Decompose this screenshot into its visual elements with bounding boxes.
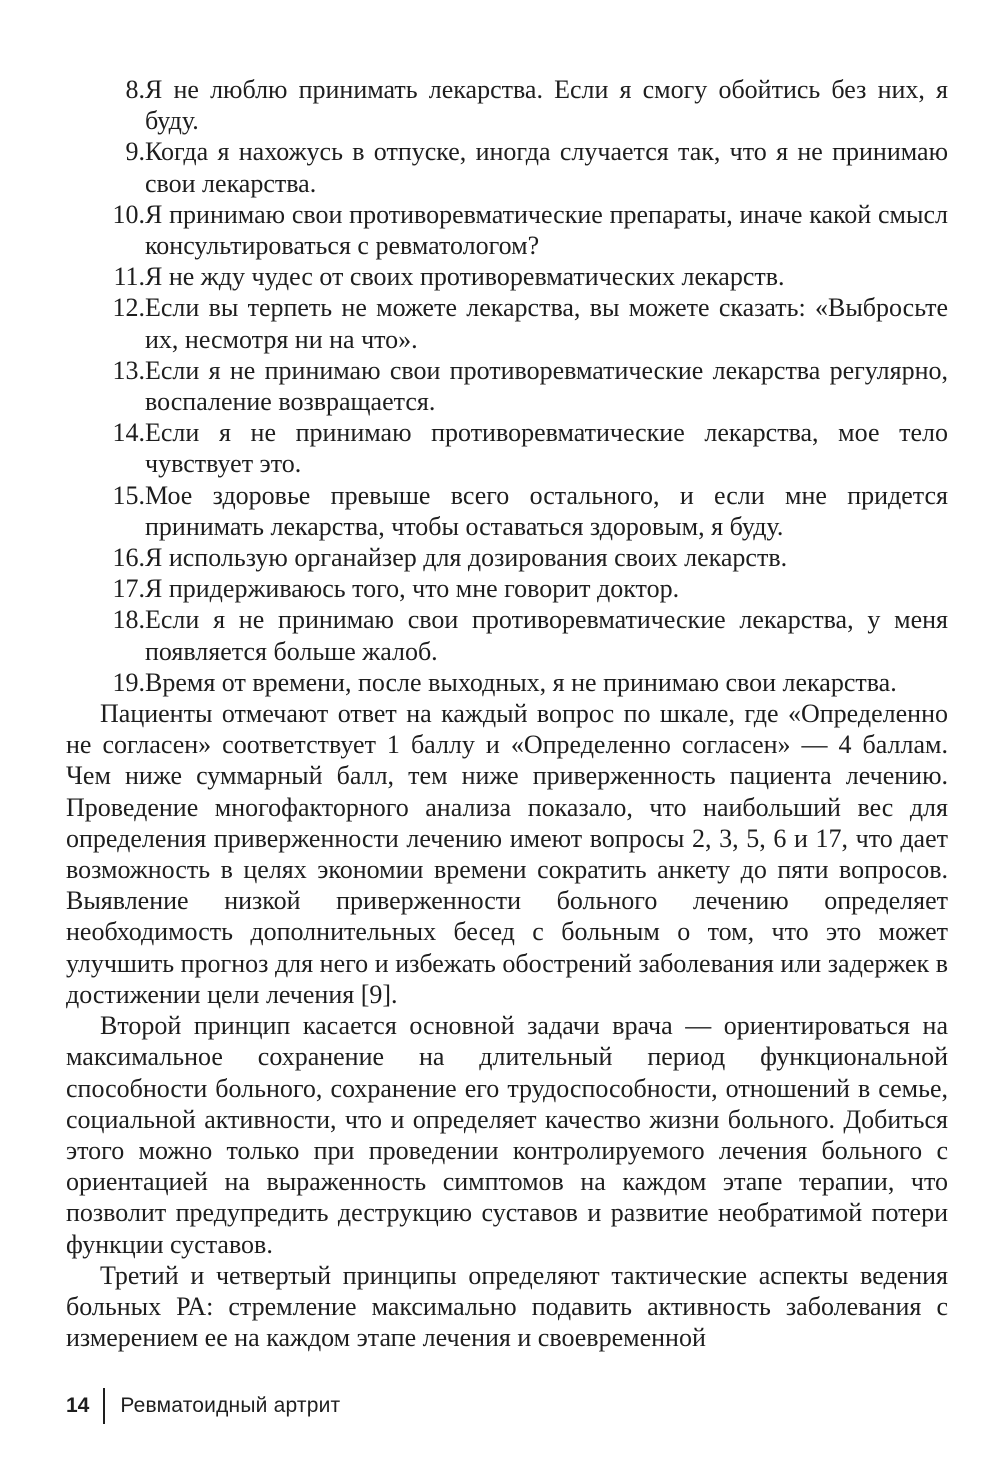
list-item <box>66 417 948 479</box>
item-number: 17. <box>112 574 145 604</box>
body-paragraph: Третий и четвертый принципы определяют тактические аспекты ведения больных РА: стремление максимально подавить активность заболевания с измерением ее на каждом этапе лечения и своевременной <box>66 1260 948 1353</box>
list-item <box>66 480 948 542</box>
item-number: 14. <box>112 418 145 448</box>
list-item <box>66 261 948 292</box>
item-text: Когда я нахожусь в отпуске, иногда случается так, что я не принимаю свои лекарства. <box>145 137 948 198</box>
running-title: Ревматоидный артрит <box>120 1394 341 1417</box>
list-item <box>66 292 948 354</box>
list-item <box>66 573 948 604</box>
list-item <box>66 74 948 136</box>
list-item <box>66 355 948 417</box>
item-text: Время от времени, после выходных, я не принимаю свои лекарства. <box>145 667 897 697</box>
footer-divider <box>103 1388 105 1424</box>
page-text <box>66 74 948 1353</box>
item-number: 11. <box>113 262 145 292</box>
item-text: Если вы терпеть не можете лекарства, вы можете сказать: «Выбросьте их, несмотря ни на что». <box>145 293 948 354</box>
item-text: Я принимаю свои противоревматические препараты, иначе какой смысл консультироваться с ревматологом? <box>145 199 948 261</box>
page-number: 14 <box>66 1394 90 1417</box>
item-number: 15. <box>112 480 145 510</box>
item-number: 19. <box>112 667 145 697</box>
item-text: Я не люблю принимать лекарства. Если я смогу обойтись без них, я буду. <box>145 75 948 136</box>
item-number: 8. <box>125 75 145 104</box>
item-number: 9. <box>125 137 145 167</box>
item-text: Мое здоровье превыше всего остального, и если мне придется принимать лекарства, чтобы оставаться здоровым, я буду. <box>145 480 948 541</box>
list-item <box>66 542 948 573</box>
item-text: Я не жду чудес от своих противоревматических лекарств. <box>145 262 785 292</box>
item-number: 10. <box>112 199 145 229</box>
list-item <box>66 136 948 198</box>
item-text: Если я не принимаю свои противоревматические лекарства, у меня появляется больше жалоб. <box>145 605 948 666</box>
questionnaire-list <box>66 74 948 698</box>
item-text: Если я не принимаю противоревматические лекарства, мое тело чувствует это. <box>145 418 948 479</box>
list-item <box>66 604 948 666</box>
item-number: 13. <box>112 355 145 385</box>
item-text: Я придерживаюсь того, что мне говорит доктор. <box>145 574 680 604</box>
page-footer <box>66 1386 340 1426</box>
item-text: Я использую органайзер для дозирования своих лекарств. <box>145 543 788 573</box>
list-item <box>66 667 948 698</box>
item-text: Если я не принимаю свои противоревматические лекарства регулярно, воспаление возвращается. <box>145 355 948 417</box>
item-number: 16. <box>112 543 145 573</box>
item-number: 12. <box>112 293 145 323</box>
body-paragraph: Второй принцип касается основной задачи врача — ориентироваться на максимальное сохранение на длительный период функциональной способности больного, сохранение его трудоспособности, отношений в семье, социальной активности, что и определяет качество жизни больного. Добиться этого можно только при проведении контролируемого лечения больного с ориентацией на выраженность симптомов на каждом этапе терапии, что позволит предупредить деструкцию суставов и развитие необратимой потери функции суставов. <box>66 1011 948 1259</box>
body-paragraph: Пациенты отмечают ответ на каждый вопрос по шкале, где «Определенно не согласен» соответствует 1 баллу и «Определенно согласен» — 4 баллам. Чем ниже суммарный балл, тем ниже приверженность пациента лечению. Проведение многофакторного анализа показало, что наибольший вес для определения приверженности лечению имеют вопросы 2, 3, 5, 6 и 17, что дает возможность в целях экономии времени сократить анкету до пяти вопросов. Выявление низкой приверженности больного лечению определяет необходимость дополнительных бесед с больным о том, что это может улучшить прогноз для него и избежать обострений заболевания или задержек в достижении цели лечения [9]. <box>66 699 948 1009</box>
item-number: 18. <box>112 605 145 635</box>
list-item <box>66 199 948 261</box>
